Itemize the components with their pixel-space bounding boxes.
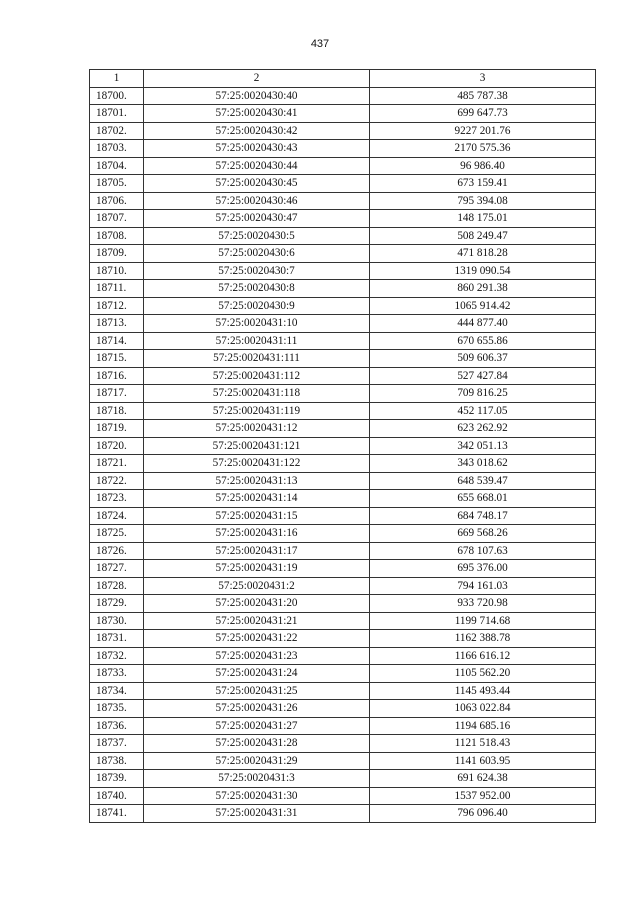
row-number-cell: 18726. <box>90 542 144 560</box>
cadastral-number-cell: 57:25:0020431:10 <box>144 315 370 333</box>
row-number-cell: 18724. <box>90 507 144 525</box>
table-row <box>90 420 596 438</box>
cadastral-number-cell: 57:25:0020431:122 <box>144 455 370 473</box>
cadastral-number-cell: 57:25:0020431:26 <box>144 700 370 718</box>
cadastral-number-cell: 57:25:0020431:23 <box>144 647 370 665</box>
table-row <box>90 560 596 578</box>
row-number-cell: 18721. <box>90 455 144 473</box>
table-row <box>90 665 596 683</box>
row-number-cell: 18738. <box>90 752 144 770</box>
value-cell: 655 668.01 <box>370 490 596 508</box>
cadastral-number-cell: 57:25:0020431:28 <box>144 735 370 753</box>
value-cell: 795 394.08 <box>370 192 596 210</box>
value-cell: 794 161.03 <box>370 577 596 595</box>
cadastral-number-cell: 57:25:0020431:12 <box>144 420 370 438</box>
table-row <box>90 490 596 508</box>
cadastral-number-cell: 57:25:0020431:119 <box>144 402 370 420</box>
row-number-cell: 18736. <box>90 717 144 735</box>
table-row <box>90 612 596 630</box>
cadastral-number-cell: 57:25:0020431:22 <box>144 630 370 648</box>
value-cell: 1145 493.44 <box>370 682 596 700</box>
page-number: 437 <box>310 38 330 50</box>
value-cell: 678 107.63 <box>370 542 596 560</box>
row-number-cell: 18701. <box>90 105 144 123</box>
value-cell: 1162 388.78 <box>370 630 596 648</box>
value-cell: 691 624.38 <box>370 770 596 788</box>
value-cell: 1065 914.42 <box>370 297 596 315</box>
table-row <box>90 542 596 560</box>
value-cell: 471 818.28 <box>370 245 596 263</box>
table-row <box>90 507 596 525</box>
cadastral-number-cell: 57:25:0020431:17 <box>144 542 370 560</box>
value-cell: 1199 714.68 <box>370 612 596 630</box>
cadastral-number-cell: 57:25:0020430:7 <box>144 262 370 280</box>
column-header-3: 3 <box>370 70 596 88</box>
value-cell: 508 249.47 <box>370 227 596 245</box>
value-cell: 1537 952.00 <box>370 787 596 805</box>
table-row <box>90 455 596 473</box>
table-row <box>90 630 596 648</box>
row-number-cell: 18709. <box>90 245 144 263</box>
column-header-1: 1 <box>90 70 144 88</box>
cadastral-number-cell: 57:25:0020431:21 <box>144 612 370 630</box>
row-number-cell: 18734. <box>90 682 144 700</box>
table-row <box>90 525 596 543</box>
row-number-cell: 18706. <box>90 192 144 210</box>
table-row <box>90 175 596 193</box>
table-row <box>90 297 596 315</box>
table-row <box>90 262 596 280</box>
cadastral-number-cell: 57:25:0020431:20 <box>144 595 370 613</box>
row-number-cell: 18739. <box>90 770 144 788</box>
row-number-cell: 18735. <box>90 700 144 718</box>
table-row <box>90 332 596 350</box>
cadastral-number-cell: 57:25:0020430:43 <box>144 140 370 158</box>
table-header-row <box>90 70 596 88</box>
cadastral-number-cell: 57:25:0020431:118 <box>144 385 370 403</box>
table-row <box>90 385 596 403</box>
cadastral-number-cell: 57:25:0020430:46 <box>144 192 370 210</box>
row-number-cell: 18708. <box>90 227 144 245</box>
row-number-cell: 18700. <box>90 87 144 105</box>
value-cell: 695 376.00 <box>370 560 596 578</box>
cadastral-number-cell: 57:25:0020431:3 <box>144 770 370 788</box>
table-row <box>90 315 596 333</box>
cadastral-number-cell: 57:25:0020430:47 <box>144 210 370 228</box>
table-row <box>90 595 596 613</box>
row-number-cell: 18729. <box>90 595 144 613</box>
row-number-cell: 18730. <box>90 612 144 630</box>
row-number-cell: 18741. <box>90 805 144 823</box>
row-number-cell: 18716. <box>90 367 144 385</box>
row-number-cell: 18733. <box>90 665 144 683</box>
row-number-cell: 18713. <box>90 315 144 333</box>
value-cell: 709 816.25 <box>370 385 596 403</box>
cadastral-number-cell: 57:25:0020431:25 <box>144 682 370 700</box>
value-cell: 670 655.86 <box>370 332 596 350</box>
table-row <box>90 472 596 490</box>
row-number-cell: 18707. <box>90 210 144 228</box>
table-row <box>90 87 596 105</box>
cadastral-number-cell: 57:25:0020430:40 <box>144 87 370 105</box>
table-row <box>90 647 596 665</box>
row-number-cell: 18732. <box>90 647 144 665</box>
value-cell: 9227 201.76 <box>370 122 596 140</box>
table-row <box>90 227 596 245</box>
value-cell: 1121 518.43 <box>370 735 596 753</box>
table-row <box>90 157 596 175</box>
table-row <box>90 682 596 700</box>
cadastral-number-cell: 57:25:0020431:31 <box>144 805 370 823</box>
table-row <box>90 122 596 140</box>
row-number-cell: 18719. <box>90 420 144 438</box>
row-number-cell: 18722. <box>90 472 144 490</box>
cadastral-number-cell: 57:25:0020430:45 <box>144 175 370 193</box>
cadastral-number-cell: 57:25:0020430:5 <box>144 227 370 245</box>
value-cell: 509 606.37 <box>370 350 596 368</box>
value-cell: 485 787.38 <box>370 87 596 105</box>
row-number-cell: 18727. <box>90 560 144 578</box>
row-number-cell: 18718. <box>90 402 144 420</box>
row-number-cell: 18712. <box>90 297 144 315</box>
data-table <box>89 69 596 823</box>
row-number-cell: 18703. <box>90 140 144 158</box>
cadastral-number-cell: 57:25:0020431:30 <box>144 787 370 805</box>
row-number-cell: 18714. <box>90 332 144 350</box>
cadastral-number-cell: 57:25:0020431:27 <box>144 717 370 735</box>
table-row <box>90 577 596 595</box>
value-cell: 148 175.01 <box>370 210 596 228</box>
row-number-cell: 18728. <box>90 577 144 595</box>
row-number-cell: 18715. <box>90 350 144 368</box>
table-row <box>90 770 596 788</box>
cadastral-number-cell: 57:25:0020431:13 <box>144 472 370 490</box>
value-cell: 1141 603.95 <box>370 752 596 770</box>
value-cell: 1319 090.54 <box>370 262 596 280</box>
cadastral-number-cell: 57:25:0020430:41 <box>144 105 370 123</box>
cadastral-number-cell: 57:25:0020431:11 <box>144 332 370 350</box>
cadastral-number-cell: 57:25:0020430:44 <box>144 157 370 175</box>
value-cell: 342 051.13 <box>370 437 596 455</box>
table-row <box>90 805 596 823</box>
cadastral-number-cell: 57:25:0020431:2 <box>144 577 370 595</box>
value-cell: 669 568.26 <box>370 525 596 543</box>
table-row <box>90 367 596 385</box>
table-row <box>90 735 596 753</box>
value-cell: 1166 616.12 <box>370 647 596 665</box>
value-cell: 860 291.38 <box>370 280 596 298</box>
value-cell: 1194 685.16 <box>370 717 596 735</box>
value-cell: 343 018.62 <box>370 455 596 473</box>
column-header-2: 2 <box>144 70 370 88</box>
cadastral-number-cell: 57:25:0020431:29 <box>144 752 370 770</box>
row-number-cell: 18740. <box>90 787 144 805</box>
row-number-cell: 18723. <box>90 490 144 508</box>
value-cell: 623 262.92 <box>370 420 596 438</box>
value-cell: 648 539.47 <box>370 472 596 490</box>
cadastral-number-cell: 57:25:0020431:24 <box>144 665 370 683</box>
table-row <box>90 140 596 158</box>
row-number-cell: 18737. <box>90 735 144 753</box>
value-cell: 1063 022.84 <box>370 700 596 718</box>
value-cell: 452 117.05 <box>370 402 596 420</box>
row-number-cell: 18705. <box>90 175 144 193</box>
row-number-cell: 18720. <box>90 437 144 455</box>
table-row <box>90 280 596 298</box>
cadastral-number-cell: 57:25:0020431:112 <box>144 367 370 385</box>
table-row <box>90 210 596 228</box>
cadastral-number-cell: 57:25:0020430:6 <box>144 245 370 263</box>
table-row <box>90 717 596 735</box>
table-row <box>90 700 596 718</box>
cadastral-number-cell: 57:25:0020431:16 <box>144 525 370 543</box>
value-cell: 2170 575.36 <box>370 140 596 158</box>
cadastral-number-cell: 57:25:0020430:8 <box>144 280 370 298</box>
value-cell: 673 159.41 <box>370 175 596 193</box>
value-cell: 444 877.40 <box>370 315 596 333</box>
row-number-cell: 18717. <box>90 385 144 403</box>
cadastral-number-cell: 57:25:0020430:42 <box>144 122 370 140</box>
row-number-cell: 18710. <box>90 262 144 280</box>
table-row <box>90 437 596 455</box>
cadastral-number-cell: 57:25:0020431:15 <box>144 507 370 525</box>
value-cell: 1105 562.20 <box>370 665 596 683</box>
cadastral-number-cell: 57:25:0020431:14 <box>144 490 370 508</box>
value-cell: 796 096.40 <box>370 805 596 823</box>
value-cell: 699 647.73 <box>370 105 596 123</box>
table-row <box>90 192 596 210</box>
row-number-cell: 18702. <box>90 122 144 140</box>
table-row <box>90 245 596 263</box>
cadastral-number-cell: 57:25:0020431:121 <box>144 437 370 455</box>
table-row <box>90 350 596 368</box>
table-row <box>90 105 596 123</box>
value-cell: 933 720.98 <box>370 595 596 613</box>
cadastral-number-cell: 57:25:0020431:19 <box>144 560 370 578</box>
row-number-cell: 18731. <box>90 630 144 648</box>
value-cell: 527 427.84 <box>370 367 596 385</box>
table-row <box>90 402 596 420</box>
row-number-cell: 18711. <box>90 280 144 298</box>
value-cell: 684 748.17 <box>370 507 596 525</box>
cadastral-number-cell: 57:25:0020430:9 <box>144 297 370 315</box>
cadastral-number-cell: 57:25:0020431:111 <box>144 350 370 368</box>
row-number-cell: 18725. <box>90 525 144 543</box>
table-row <box>90 787 596 805</box>
value-cell: 96 986.40 <box>370 157 596 175</box>
row-number-cell: 18704. <box>90 157 144 175</box>
table-row <box>90 752 596 770</box>
